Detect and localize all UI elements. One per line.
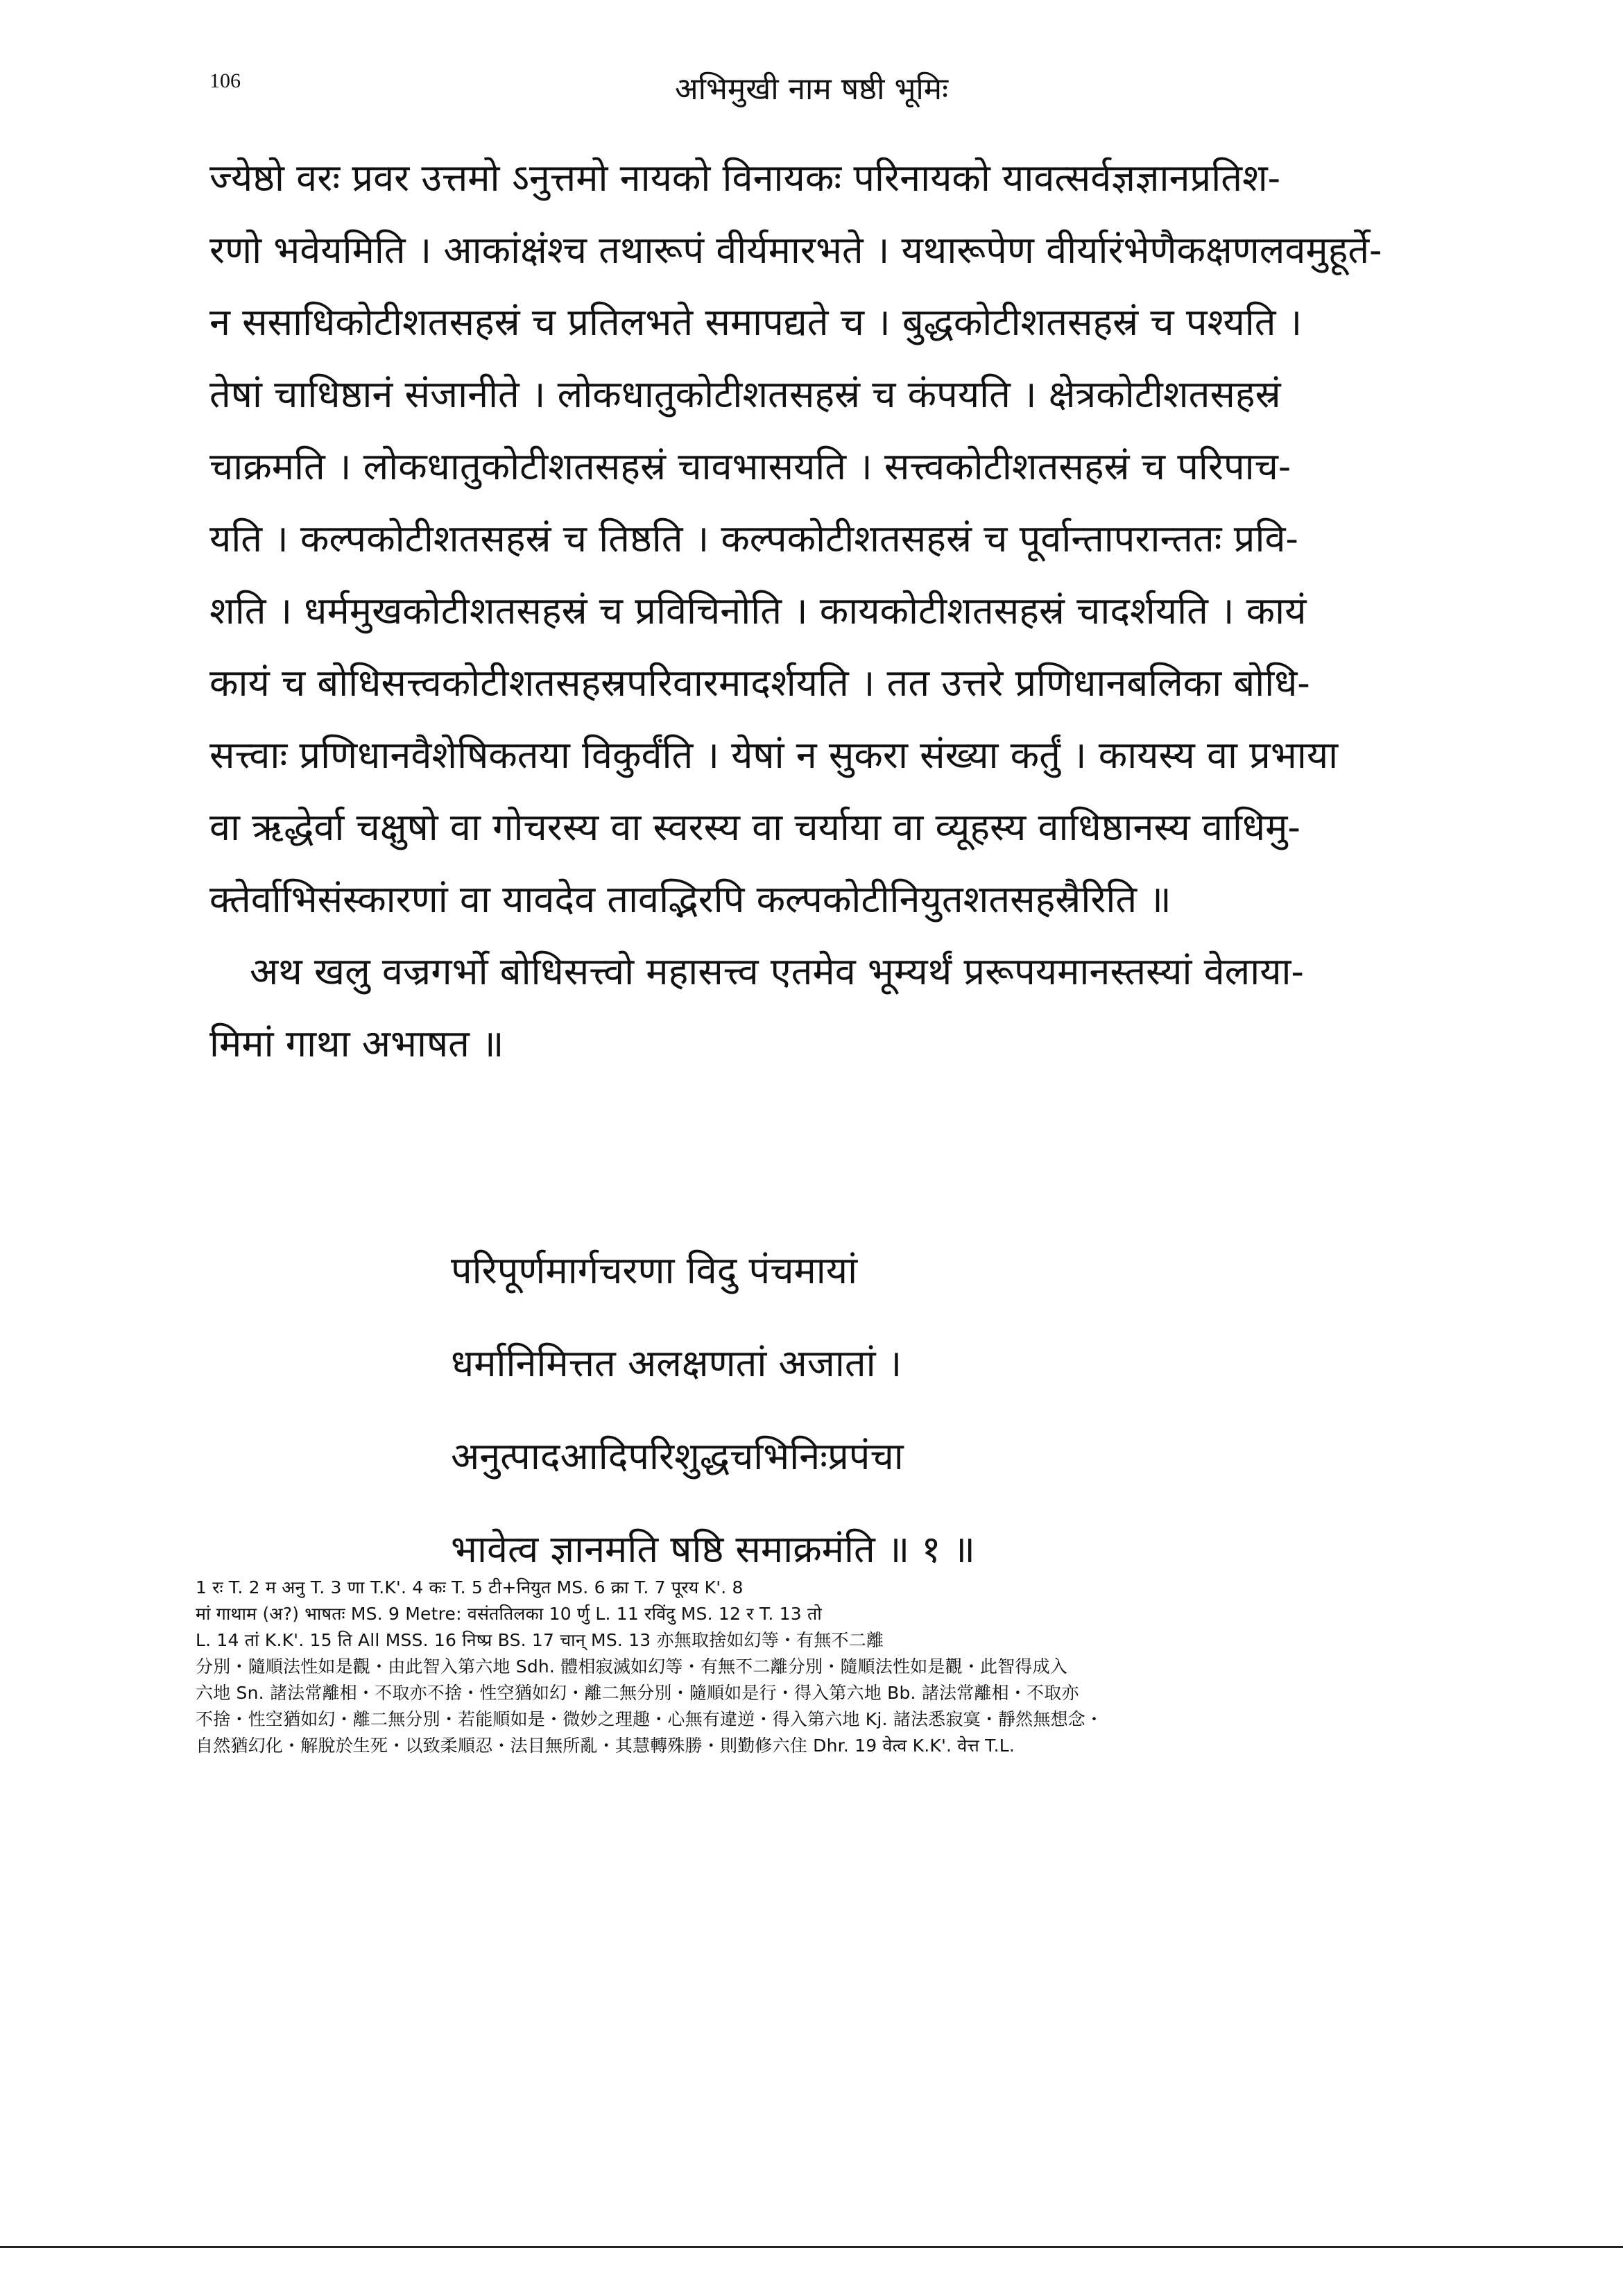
prose-line: मिमां गाथा अभाषत ॥ — [209, 1022, 504, 1065]
prose-line: ज्येष्ठो वरः प्रवर उत्तमो ऽनुत्तमो नायको विनायकः परिनायको यावत्सर्वज्ञज्ञानप्रतिश- — [209, 156, 1280, 200]
verse-line: धर्मानिमित्तत अलक्षणतां अजातां । — [451, 1342, 902, 1385]
prose-line: अथ खलु वज्रगर्भो बोधिसत्त्वो महासत्त्व एतमेव भूम्यर्थं प्ररूपयमानस्तस्यां वेलाया- — [250, 950, 1304, 993]
prose-line: यति । कल्पकोटीशतसहस्रं च तिष्ठति । कल्पकोटीशतसहस्रं च पूर्वान्तापरान्ततः प्रवि- — [209, 517, 1298, 560]
footnote-line: मां गाथाम (अ?) भाषतः MS. 9 Metre: वसंततिलका 10 र्णु L. 11 रविंदु MS. 12 र T. 13 तो — [196, 1604, 822, 1624]
footnote-line: 不捨・性空猶如幻・離二無分別・若能順如是・微妙之理趣・心無有違逆・得入第六地 Kj. 諸法悉寂寞・靜然無想念・ — [196, 1709, 1104, 1729]
prose-line: क्तेर्वाभिसंस्कारणां वा यावदेव तावद्भिरपि कल्पकोटीनियुतशतसहस्रैरिति ॥ — [209, 877, 1171, 921]
page-number: 106 — [209, 69, 241, 92]
page-edge-line — [0, 2246, 1623, 2248]
footnote-line: L. 14 तां K.K'. 15 ति All MSS. 16 निष्प्र BS. 17 चान् MS. 13 亦無取捨如幻等・有無不二離 — [196, 1630, 884, 1650]
footnote-line: 六地 Sn. 諸法常離相・不取亦不捨・性空猶如幻・離二無分別・隨順如是行・得入第六地 Bb. 諸法常離相・不取亦 — [196, 1683, 1079, 1703]
prose-line: सत्त्वाः प्रणिधानवैशेषिकतया विकुर्वंति । येषां न सुकरा संख्या कर्तुं । कायस्य वा प्रभाया — [209, 733, 1339, 777]
running-title: अभिमुखी नाम षष्ठी भूमिः — [674, 71, 948, 107]
verse-line: परिपूर्णमार्गचरणा विदु पंचमायां — [451, 1249, 858, 1292]
verse-block — [451, 1224, 1352, 1596]
footnote-line: 自然猶幻化・解脫於生死・以致柔順忍・法目無所亂・其慧轉殊勝・則勤修六住 Dhr. 19 वेत्व K.K'. वेत्त T.L. — [196, 1736, 1015, 1756]
footnotes — [196, 1575, 1451, 1759]
prose-line: कायं च बोधिसत्त्वकोटीशतसहस्रपरिवारमादर्शयति । तत उत्तरे प्रणिधानबलिका बोधि- — [209, 661, 1310, 705]
footnote-line: 1 रः T. 2 म अनु T. 3 णा T.K'. 4 कः T. 5 टी+नियुत MS. 6 क्रा T. 7 पूरय K'. 8 — [196, 1577, 744, 1597]
prose-block — [209, 142, 1451, 1080]
verse-line: अनुत्पादआदिपरिशुद्धचभिनिःप्रपंचा — [451, 1434, 904, 1478]
footnote-line: 分別・隨順法性如是觀・由此智入第六地 Sdh. 體相寂滅如幻等・有無不二離分別・隨順法性如是觀・此智得成入 — [196, 1656, 1068, 1677]
prose-line: वा ऋद्धेर्वा चक्षुषो वा गोचरस्य वा स्वरस्य वा चर्याया वा व्यूहस्य वाधिष्ठानस्य वाधिमु- — [209, 805, 1300, 849]
verse-line: भावेत्व ज्ञानमति षष्ठि समाक्रमंति ॥ १ ॥ — [451, 1527, 976, 1571]
prose-line: रणो भवेयमिति । आकांक्षंश्च तथारूपं वीर्यमारभते । यथारूपेण वीर्यारंभेणैकक्षणलवमुहूर्ते- — [209, 228, 1382, 272]
prose-line: चाक्रमति । लोकधातुकोटीशतसहस्रं चावभासयति । सत्त्वकोटीशतसहस्रं च परिपाच- — [209, 445, 1291, 488]
prose-line: शति । धर्ममुखकोटीशतसहस्रं च प्रविचिनोति । कायकोटीशतसहस्रं चादर्शयति । कायं — [209, 589, 1307, 633]
prose-line: तेषां चाधिष्ठानं संजानीते । लोकधातुकोटीशतसहस्रं च कंपयति । क्षेत्रकोटीशतसहस्रं — [209, 372, 1281, 416]
prose-line: न ससाधिकोटीशतसहस्रं च प्रतिलभते समापद्यते च । बुद्धकोटीशतसहस्रं च पश्यति । — [209, 300, 1303, 344]
